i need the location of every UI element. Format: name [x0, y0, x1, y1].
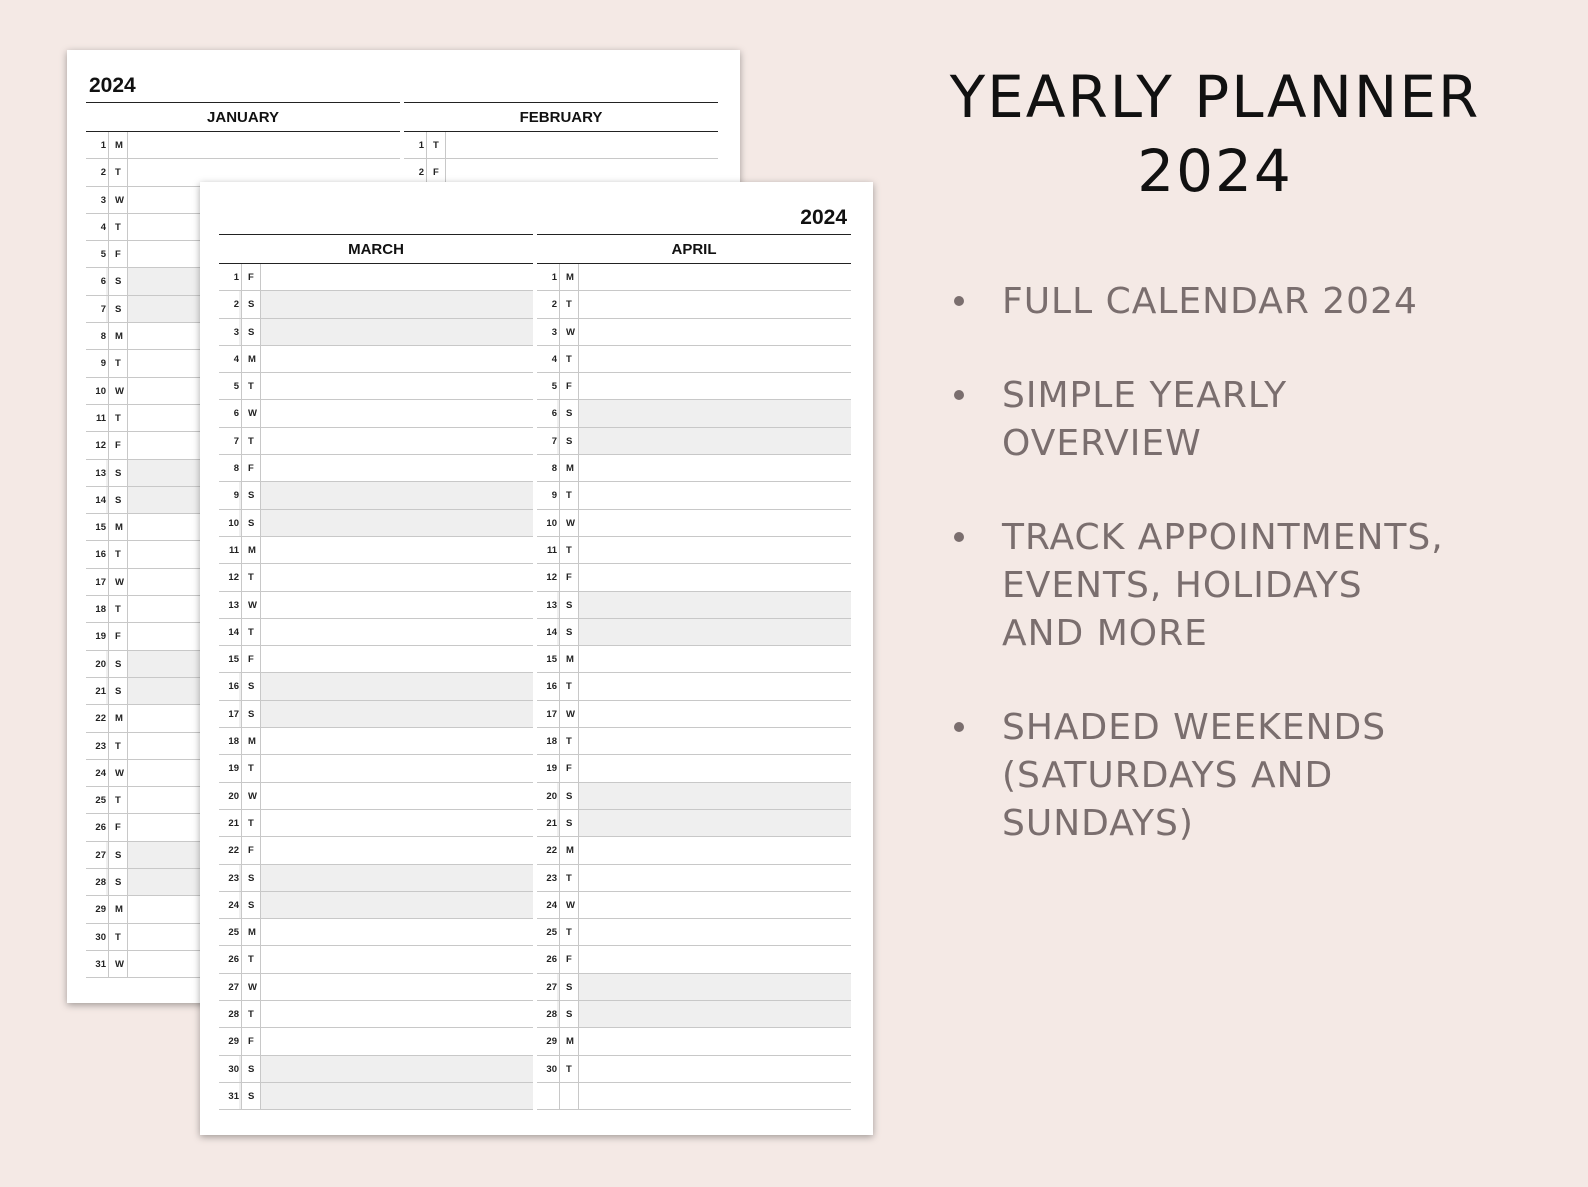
day-number: 9: [551, 490, 557, 502]
day-number: 10: [219, 510, 239, 536]
bullet-icon: [954, 722, 964, 732]
day-number: 5: [100, 249, 106, 261]
day-row: [537, 701, 851, 728]
day-row: [219, 919, 533, 946]
weekday-letter: F: [241, 837, 261, 863]
sheet-year: 2024: [800, 206, 847, 229]
day-number: 12: [546, 572, 557, 584]
day-row: [537, 1056, 851, 1083]
month-column: [219, 234, 533, 1110]
planner-sheet-front: [200, 182, 873, 1135]
weekday-letter: F: [559, 946, 579, 972]
day-row: [219, 1056, 533, 1083]
day-row: [537, 400, 851, 427]
day-number: 21: [228, 817, 239, 829]
weekday-letter: W: [108, 569, 128, 595]
weekday-letter: F: [559, 373, 579, 399]
day-number: [537, 1083, 557, 1109]
day-number: 8: [233, 463, 239, 475]
day-row: [219, 892, 533, 919]
day-row: [537, 455, 851, 482]
weekday-letter: S: [559, 1001, 579, 1027]
weekday-letter: F: [241, 1028, 261, 1054]
day-number: 14: [537, 619, 557, 645]
day-number: 21: [86, 678, 106, 704]
day-number: 2: [219, 291, 239, 317]
day-row: [537, 619, 851, 646]
day-row: [219, 428, 533, 455]
weekday-letter: T: [241, 428, 261, 454]
weekday-letter: T: [108, 405, 128, 431]
day-number: 22: [228, 845, 239, 857]
day-number: 14: [228, 626, 239, 638]
day-row: [537, 482, 851, 509]
weekday-letter: W: [241, 783, 261, 809]
weekday-letter: S: [108, 268, 128, 294]
day-number: 27: [86, 842, 106, 868]
weekday-letter: F: [108, 432, 128, 458]
weekday-letter: S: [241, 892, 261, 918]
weekday-letter: S: [241, 701, 261, 727]
day-number: 7: [86, 296, 106, 322]
weekday-letter: S: [108, 487, 128, 513]
weekday-letter: F: [559, 564, 579, 590]
feature-list: [950, 278, 1510, 894]
weekday-letter: F: [241, 455, 261, 481]
day-row: [219, 400, 533, 427]
weekday-letter: F: [426, 159, 446, 185]
weekday-letter: M: [559, 1028, 579, 1054]
day-number: 9: [219, 482, 239, 508]
weekday-letter: S: [559, 400, 579, 426]
day-row: [219, 264, 533, 291]
day-number: 13: [86, 460, 106, 486]
weekday-letter: S: [241, 510, 261, 536]
weekday-letter: M: [108, 323, 128, 349]
weekday-letter: T: [108, 350, 128, 376]
weekday-letter: M: [108, 705, 128, 731]
weekday-letter: T: [426, 132, 446, 158]
weekday-letter: T: [559, 919, 579, 945]
day-row: [537, 1001, 851, 1028]
feature-text: TRACK APPOINTMENTS, EVENTS, HOLIDAYS AND MORE: [1002, 517, 1444, 654]
weekday-letter: W: [559, 319, 579, 345]
day-number: 26: [546, 954, 557, 966]
day-number: 4: [551, 353, 557, 365]
day-row: [219, 810, 533, 837]
day-number: 11: [546, 544, 557, 556]
day-row: [219, 537, 533, 564]
day-number: 1: [233, 272, 239, 283]
day-row: [219, 673, 533, 700]
day-row: [219, 510, 533, 537]
weekday-letter: T: [559, 291, 579, 317]
day-number: 25: [546, 927, 557, 939]
weekday-letter: T: [241, 946, 261, 972]
weekday-letter: S: [108, 651, 128, 677]
weekday-letter: S: [108, 678, 128, 704]
day-number: 21: [537, 810, 557, 836]
day-number: 6: [233, 408, 239, 420]
weekday-letter: T: [559, 728, 579, 754]
day-number: 15: [228, 654, 239, 666]
weekday-letter: W: [241, 974, 261, 1000]
feature-item: [950, 514, 1510, 658]
day-row: [537, 319, 851, 346]
weekday-letter: M: [241, 728, 261, 754]
day-number: 17: [219, 701, 239, 727]
weekday-letter: M: [559, 646, 579, 672]
day-number: 1: [100, 140, 106, 151]
weekday-letter: S: [559, 974, 579, 1000]
weekday-letter: F: [241, 646, 261, 672]
weekday-letter: S: [241, 319, 261, 345]
day-row: [219, 837, 533, 864]
weekday-letter: W: [559, 892, 579, 918]
promo-text-panel: [930, 60, 1550, 844]
day-number: 20: [86, 651, 106, 677]
weekday-letter: S: [241, 1083, 261, 1109]
weekday-letter: T: [241, 619, 261, 645]
weekday-letter: M: [108, 514, 128, 540]
weekday-letter: T: [108, 924, 128, 950]
feature-text: FULL CALENDAR 2024: [1002, 281, 1418, 322]
weekday-letter: S: [108, 842, 128, 868]
day-row: [537, 865, 851, 892]
day-number: 17: [546, 708, 557, 720]
weekday-letter: S: [241, 673, 261, 699]
day-number: 19: [95, 631, 106, 643]
weekday-letter: W: [559, 510, 579, 536]
day-number: 18: [95, 604, 106, 616]
month-header: FEBRUARY: [404, 102, 718, 132]
weekday-letter: T: [241, 564, 261, 590]
day-number: 12: [95, 440, 106, 452]
weekday-letter: W: [108, 378, 128, 404]
day-row: [219, 373, 533, 400]
day-row: [219, 974, 533, 1001]
day-row: [537, 974, 851, 1001]
day-row: [219, 783, 533, 810]
day-number: 16: [546, 681, 557, 693]
weekday-letter: W: [241, 592, 261, 618]
day-row: [219, 865, 533, 892]
day-number: 29: [546, 1036, 557, 1048]
weekday-letter: S: [559, 810, 579, 836]
day-number: 4: [233, 353, 239, 365]
feature-text: SIMPLE YEARLY OVERVIEW: [1002, 375, 1288, 464]
weekday-letter: T: [559, 865, 579, 891]
day-number: 1: [418, 140, 424, 151]
day-row: [86, 132, 400, 159]
day-number: 19: [546, 763, 557, 775]
day-number: 2: [551, 299, 557, 311]
weekday-letter: S: [559, 619, 579, 645]
day-number: 16: [95, 549, 106, 561]
weekday-letter: M: [559, 455, 579, 481]
day-number: 22: [546, 845, 557, 857]
weekday-letter: [559, 1083, 579, 1109]
day-number: 28: [537, 1001, 557, 1027]
weekday-letter: S: [559, 783, 579, 809]
day-row: [537, 346, 851, 373]
day-row: [219, 1083, 533, 1110]
day-number: 13: [537, 592, 557, 618]
day-number: 2: [418, 167, 424, 179]
title-line-1: YEARLY PLANNER: [949, 63, 1481, 131]
bullet-icon: [954, 390, 964, 400]
weekday-letter: W: [241, 400, 261, 426]
day-number: 10: [95, 385, 106, 397]
day-number: 26: [228, 954, 239, 966]
weekday-letter: S: [241, 482, 261, 508]
weekday-letter: S: [108, 869, 128, 895]
weekday-letter: T: [559, 1056, 579, 1082]
day-row: [219, 755, 533, 782]
day-number: 14: [86, 487, 106, 513]
day-number: 5: [551, 381, 557, 393]
day-row: [219, 291, 533, 318]
day-number: 12: [228, 572, 239, 584]
weekday-letter: S: [241, 1056, 261, 1082]
day-row: [219, 728, 533, 755]
day-row: [219, 946, 533, 973]
day-number: 31: [219, 1083, 239, 1109]
bullet-icon: [954, 532, 964, 542]
day-row: [537, 892, 851, 919]
weekday-letter: W: [108, 760, 128, 786]
weekday-letter: T: [559, 537, 579, 563]
weekday-letter: S: [559, 592, 579, 618]
month-header: MARCH: [219, 234, 533, 264]
day-row: [537, 537, 851, 564]
bullet-icon: [954, 296, 964, 306]
day-number: 30: [546, 1063, 557, 1075]
day-number: 1: [551, 272, 557, 283]
day-row: [537, 291, 851, 318]
day-row: [537, 810, 851, 837]
weekday-letter: W: [108, 951, 128, 977]
day-row: [219, 592, 533, 619]
day-row: [537, 373, 851, 400]
day-number: 24: [95, 767, 106, 779]
feature-item: [950, 704, 1510, 848]
day-row: [537, 1083, 851, 1110]
weekday-letter: T: [559, 673, 579, 699]
day-row: [219, 1028, 533, 1055]
day-number: 30: [219, 1056, 239, 1082]
day-row: [537, 755, 851, 782]
month-header: APRIL: [537, 234, 851, 264]
weekday-letter: T: [108, 541, 128, 567]
day-number: 10: [546, 517, 557, 529]
weekday-letter: T: [108, 733, 128, 759]
day-number: 20: [537, 783, 557, 809]
day-row: [537, 428, 851, 455]
day-row: [537, 783, 851, 810]
feature-item: [950, 278, 1510, 326]
day-number: 20: [228, 790, 239, 802]
weekday-letter: T: [108, 214, 128, 240]
weekday-letter: F: [108, 623, 128, 649]
sheet-year: 2024: [89, 74, 136, 97]
day-row: [219, 346, 533, 373]
day-row: [537, 919, 851, 946]
weekday-letter: F: [108, 241, 128, 267]
promo-title: [930, 60, 1500, 208]
day-number: 6: [86, 268, 106, 294]
weekday-letter: M: [108, 896, 128, 922]
day-number: 18: [228, 736, 239, 748]
day-number: 11: [95, 412, 106, 424]
day-number: 24: [546, 899, 557, 911]
weekday-letter: M: [241, 346, 261, 372]
day-number: 27: [228, 981, 239, 993]
month-column: [537, 234, 851, 1110]
day-number: 25: [95, 795, 106, 807]
day-row: [219, 1001, 533, 1028]
weekday-letter: M: [559, 837, 579, 863]
day-row: [537, 264, 851, 291]
day-number: 31: [95, 958, 106, 970]
day-number: 15: [95, 522, 106, 534]
weekday-letter: T: [108, 159, 128, 185]
day-number: 3: [219, 319, 239, 345]
day-row: [219, 646, 533, 673]
weekday-letter: T: [108, 787, 128, 813]
day-number: 8: [551, 463, 557, 475]
weekday-letter: M: [559, 264, 579, 290]
day-number: 22: [95, 713, 106, 725]
weekday-letter: M: [241, 919, 261, 945]
day-row: [404, 132, 718, 159]
title-line-2: 2024: [1137, 137, 1293, 205]
day-row: [219, 619, 533, 646]
weekday-letter: S: [241, 865, 261, 891]
day-number: 18: [546, 736, 557, 748]
day-row: [219, 455, 533, 482]
day-number: 16: [219, 673, 239, 699]
day-number: 6: [537, 400, 557, 426]
day-number: 19: [228, 763, 239, 775]
day-number: 3: [100, 194, 106, 206]
day-row: [219, 701, 533, 728]
weekday-letter: T: [559, 346, 579, 372]
weekday-letter: T: [559, 482, 579, 508]
day-row: [537, 673, 851, 700]
feature-item: [950, 372, 1510, 468]
weekday-letter: T: [241, 755, 261, 781]
day-number: 23: [219, 865, 239, 891]
day-number: 28: [228, 1009, 239, 1021]
weekday-letter: S: [108, 460, 128, 486]
day-number: 28: [86, 869, 106, 895]
day-number: 26: [95, 822, 106, 834]
day-number: 30: [95, 931, 106, 943]
weekday-letter: W: [559, 701, 579, 727]
day-number: 29: [228, 1036, 239, 1048]
weekday-letter: T: [108, 596, 128, 622]
day-number: 2: [100, 167, 106, 179]
day-number: 27: [537, 974, 557, 1000]
day-number: 4: [100, 221, 106, 233]
weekday-letter: W: [108, 187, 128, 213]
day-number: 23: [546, 872, 557, 884]
day-row: [537, 646, 851, 673]
day-row: [537, 946, 851, 973]
day-number: 15: [546, 654, 557, 666]
day-number: 25: [228, 927, 239, 939]
day-row: [537, 1028, 851, 1055]
day-row: [219, 564, 533, 591]
day-row: [537, 510, 851, 537]
weekday-letter: F: [559, 755, 579, 781]
day-number: 11: [228, 544, 239, 556]
weekday-letter: F: [108, 814, 128, 840]
day-number: 7: [537, 428, 557, 454]
day-number: 3: [551, 326, 557, 338]
day-row: [219, 319, 533, 346]
weekday-letter: S: [559, 428, 579, 454]
day-number: 23: [95, 740, 106, 752]
day-number: 8: [100, 331, 106, 343]
day-number: 7: [233, 435, 239, 447]
weekday-letter: M: [108, 132, 128, 158]
day-row: [537, 837, 851, 864]
weekday-letter: T: [241, 373, 261, 399]
day-number: 17: [95, 576, 106, 588]
weekday-letter: F: [241, 264, 261, 290]
weekday-letter: S: [241, 291, 261, 317]
day-number: 24: [219, 892, 239, 918]
day-number: 9: [100, 358, 106, 370]
month-header: JANUARY: [86, 102, 400, 132]
weekday-letter: M: [241, 537, 261, 563]
day-number: 13: [228, 599, 239, 611]
feature-text: SHADED WEEKENDS (SATURDAYS AND SUNDAYS): [1002, 707, 1387, 844]
day-number: 29: [95, 904, 106, 916]
weekday-letter: T: [241, 1001, 261, 1027]
day-number: 5: [233, 381, 239, 393]
weekday-letter: T: [241, 810, 261, 836]
day-row: [219, 482, 533, 509]
day-row: [537, 564, 851, 591]
day-row: [537, 728, 851, 755]
day-row: [537, 592, 851, 619]
weekday-letter: S: [108, 296, 128, 322]
